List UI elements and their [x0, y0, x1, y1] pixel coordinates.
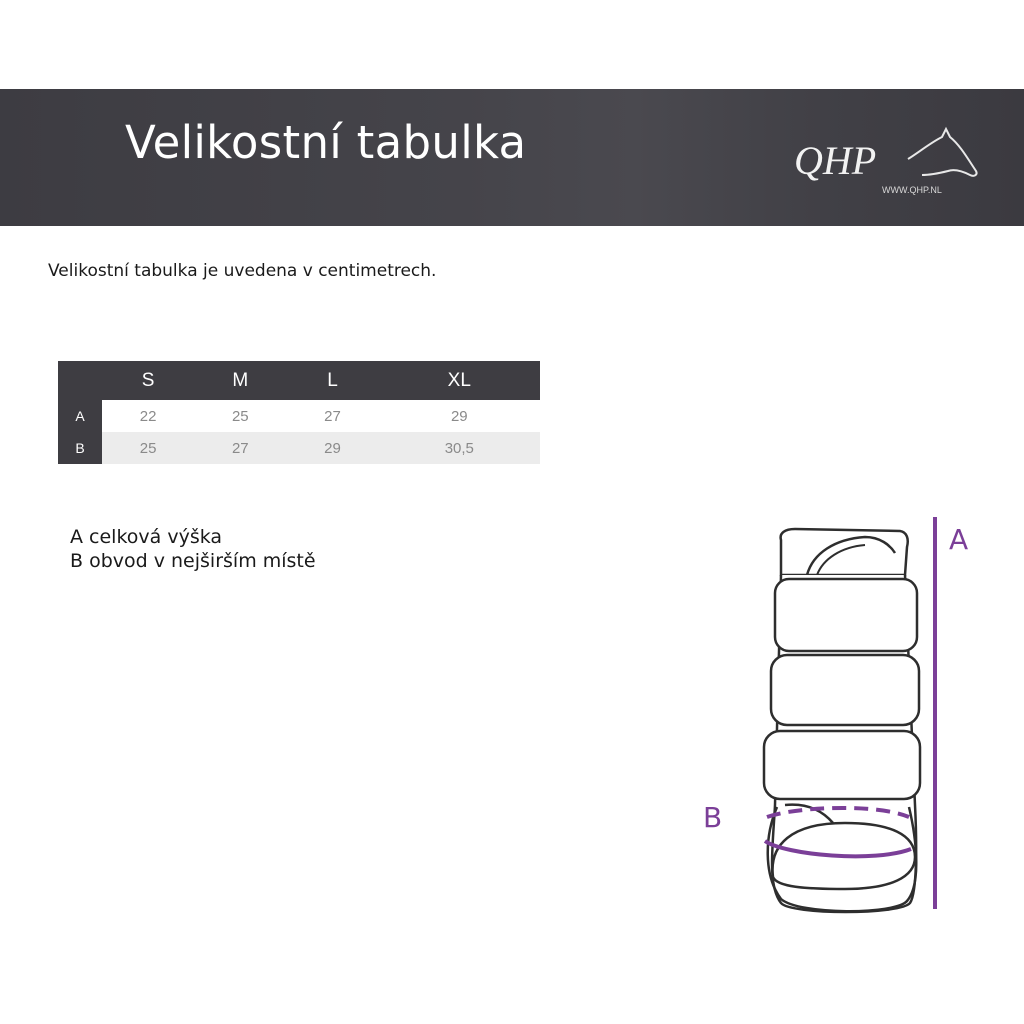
legend-item-a: A celková výška — [70, 526, 223, 548]
measurement-b-label: B — [703, 801, 723, 834]
row-label: A — [58, 400, 102, 432]
horse-head-outline — [908, 129, 977, 176]
measurement-legend — [70, 525, 316, 573]
intro-text: Velikostní tabulka je uvedena v centimetrech. — [48, 261, 437, 281]
column-header: XL — [379, 361, 540, 400]
table-cell: 27 — [194, 432, 286, 464]
header-banner — [0, 89, 1024, 226]
column-header: S — [102, 361, 194, 400]
logo-url: WWW.QHP.NL — [882, 185, 942, 195]
boot-top-cuff — [781, 529, 908, 575]
logo-wordmark: QHP — [794, 138, 877, 183]
qhp-logo — [790, 119, 985, 199]
boot-diagram — [695, 505, 995, 925]
table-header-row — [58, 361, 540, 400]
table-row — [58, 432, 540, 464]
page-title: Velikostní tabulka — [125, 116, 527, 169]
column-header: M — [194, 361, 286, 400]
boot-strap — [764, 731, 920, 799]
row-label: B — [58, 432, 102, 464]
legend-item-b: B obvod v nejširším místě — [70, 550, 316, 572]
measurement-a-label: A — [949, 523, 969, 556]
boot-strap — [771, 655, 919, 725]
table-cell: 25 — [102, 432, 194, 464]
table-cell: 27 — [324, 407, 341, 425]
table-cell: 29 — [286, 432, 378, 464]
table-cell: 30,5 — [379, 432, 540, 464]
boot-strap — [775, 579, 917, 651]
table-row — [58, 400, 540, 432]
table-cell: 29 — [450, 407, 468, 425]
size-table — [58, 361, 540, 464]
table-cell: 22 — [139, 407, 157, 425]
column-header: L — [286, 361, 378, 400]
table-corner-cell — [58, 361, 102, 400]
table-cell: 25 — [231, 407, 249, 425]
